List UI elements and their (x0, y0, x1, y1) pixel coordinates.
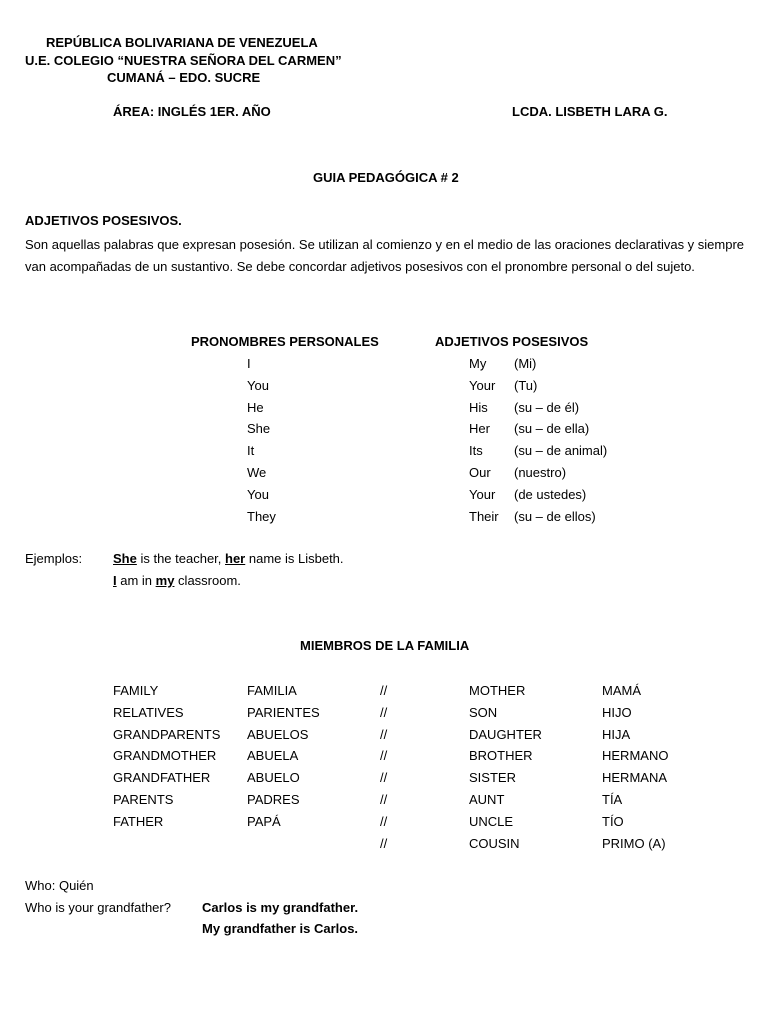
family-term-spanish: PARIENTES (247, 704, 320, 720)
family-term-english: FAMILY (113, 683, 159, 698)
family-term-english: GRANDFATHER (113, 770, 211, 786)
pronouns-header: PRONOMBRES PERSONALES (191, 334, 379, 349)
family-term-spanish: ABUELOS (247, 726, 309, 742)
family-term-spanish: HIJA (602, 726, 631, 742)
family-term-english: PARENTS (113, 792, 174, 807)
example-text: am in (116, 573, 156, 588)
column-separator: // (380, 792, 388, 807)
family-term-spanish: FAMILIA (247, 683, 297, 698)
page-title: GUIA PEDAGÓGICA # 2 (313, 170, 459, 185)
column-separator: // (380, 770, 388, 786)
column-separator: // (380, 748, 388, 764)
family-term-spanish: ABUELA (247, 748, 299, 764)
family-term-english: SISTER (469, 770, 516, 786)
who-question: Who is your grandfather? (25, 900, 171, 915)
meaning-cell: (Mi) (514, 356, 537, 371)
family-term-english: MOTHER (469, 683, 526, 698)
example-possessive: my (155, 573, 175, 588)
example-sentence-1 (113, 551, 344, 567)
header-line-1: REPÚBLICA BOLIVARIANA DE VENEZUELA (46, 35, 318, 50)
pronoun-cell: We (247, 465, 267, 480)
column-separator: // (380, 726, 388, 742)
family-term-spanish: PRIMO (A) (602, 835, 666, 851)
family-term-spanish: PAPÁ (247, 813, 281, 829)
possessive-adjective-cell: Your (469, 377, 496, 393)
family-term-english: FATHER (113, 813, 164, 829)
family-term-spanish: TÍO (602, 813, 624, 829)
possessive-adjective-cell: Your (469, 486, 496, 502)
example-sentence-2 (113, 573, 241, 589)
family-term-english: COUSIN (469, 835, 520, 851)
adjectives-header: ADJETIVOS POSESIVOS (435, 334, 589, 349)
family-term-english: GRANDPARENTS (113, 726, 221, 742)
column-separator: // (380, 813, 388, 829)
possessive-adjective-cell: Their (469, 508, 499, 524)
family-term-spanish: HERMANO (602, 748, 669, 764)
possessive-adjective-cell: Our (469, 465, 491, 480)
family-term-english: AUNT (469, 792, 505, 807)
family-term-english: SON (469, 704, 498, 720)
who-definition: Who: Quién (25, 878, 94, 893)
pronoun-cell: You (247, 486, 269, 502)
pronoun-cell: It (247, 443, 255, 459)
family-term-english: RELATIVES (113, 704, 184, 720)
column-separator: // (380, 835, 388, 851)
family-term-spanish: HIJO (602, 704, 632, 720)
possessive-adjective-cell: Her (469, 421, 490, 437)
family-term-spanish: PADRES (247, 792, 300, 807)
section-paragraph: Son aquellas palabras que expresan posesión. Se utilizan al comienzo y en el medio de las oraciones declarativas y siempre van acompañadas de un sustantivo. Se debe concordar adjetivos posesivos con el pronombre personal o del sujeto. (25, 237, 745, 274)
possessive-adjective-cell: Its (469, 443, 483, 459)
section-heading: ADJETIVOS POSESIVOS. (25, 213, 182, 228)
header-line-2: U.E. COLEGIO “NUESTRA SEÑORA DEL CARMEN” (25, 53, 342, 68)
example-subject: I (113, 573, 117, 588)
pronoun-cell: He (247, 399, 264, 415)
header-line-3: CUMANÁ – EDO. SUCRE (107, 70, 261, 85)
who-answer-2: My grandfather is Carlos. (202, 921, 359, 936)
meaning-cell: (nuestro) (514, 465, 567, 480)
meaning-cell: (su – de ella) (514, 421, 590, 437)
meaning-cell: (su – de animal) (514, 443, 608, 459)
family-term-english: UNCLE (469, 813, 514, 829)
meaning-cell: (de ustedes) (514, 486, 587, 502)
family-term-english: DAUGHTER (469, 726, 542, 742)
example-possessive: her (225, 551, 246, 566)
example-subject: She (113, 551, 137, 566)
example-text: is the teacher, (136, 551, 226, 566)
pronoun-cell: I (247, 356, 251, 371)
meaning-cell: (Tu) (514, 377, 538, 393)
examples-label: Ejemplos: (25, 551, 83, 566)
pronoun-cell: They (247, 508, 276, 524)
family-heading: MIEMBROS DE LA FAMILIA (300, 638, 470, 653)
who-answer-1: Carlos is my grandfather. (202, 900, 359, 915)
family-term-english: BROTHER (469, 748, 533, 764)
column-separator: // (380, 704, 388, 720)
pronoun-cell: She (247, 421, 271, 437)
example-text: classroom. (174, 573, 241, 588)
family-term-spanish: TÍA (602, 792, 623, 807)
family-term-english: GRANDMOTHER (113, 748, 217, 764)
example-text: name is Lisbeth. (245, 551, 344, 566)
column-separator: // (380, 683, 388, 698)
meaning-cell: (su – de él) (514, 399, 580, 415)
family-term-spanish: HERMANA (602, 770, 668, 786)
area-label: ÁREA: INGLÉS 1ER. AÑO (113, 104, 271, 119)
possessive-adjective-cell: My (469, 356, 487, 371)
meaning-cell: (su – de ellos) (514, 508, 596, 524)
family-term-spanish: ABUELO (247, 770, 300, 786)
teacher-name: LCDA. LISBETH LARA G. (512, 104, 668, 119)
family-term-spanish: MAMÁ (602, 683, 641, 698)
pronoun-cell: You (247, 377, 269, 393)
possessive-adjective-cell: His (469, 399, 488, 415)
